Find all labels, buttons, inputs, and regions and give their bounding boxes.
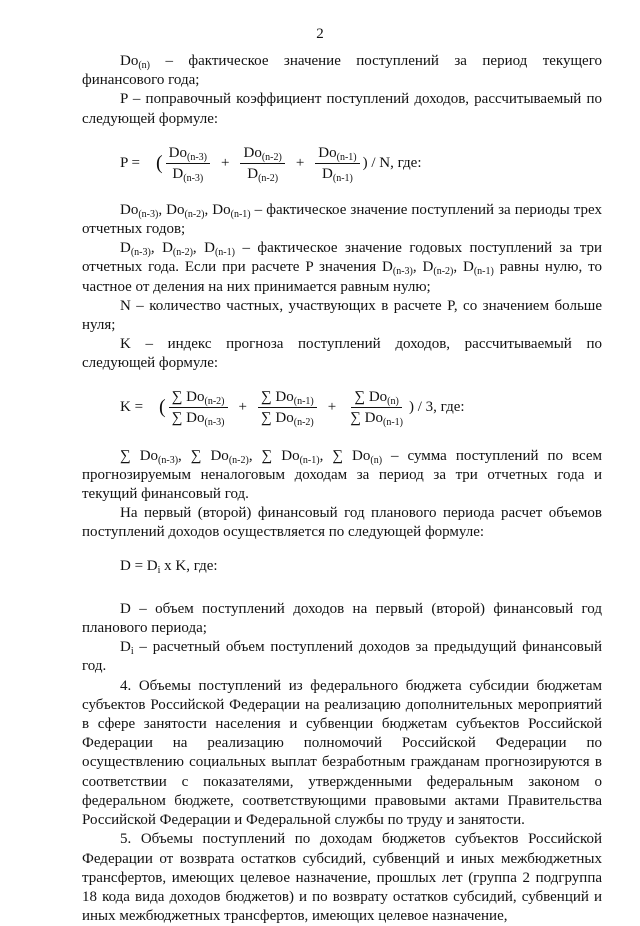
paragraph-item-4: 4. Объемы поступлений из федерального бюджета субсидии бюджетам субъектов Российской Федерации на реализацию дополнительных мероприятий в сфере занятости населения и субвенции бюджетам субъектов Российской Федерации на реализацию полномочий Российской Федерации по осуществлению социальных выплат безработным гражданам прогнозируются в соответствии с показателями, утвержденными федеральным законом о федеральном бюджете, соответствующими правовыми актами Правительства Российской Федерации и Федеральной службы по труду и занятости. [82,677,602,829]
fraction: $\frac{\sum Do_{(n)}}{\sum Do_{(n-1)}}$ [350,388,403,428]
document-body [82,52,602,926]
paragraph-k-definition: K – индекс прогноза поступлений доходов, рассчитываемый по следующей формуле: [82,336,602,372]
paragraph-item-5: 5. Объемы поступлений по доходам бюджетов субъектов Российской Федерации от возврата остатков субсидий, субвенций и иных межбюджетных трансфертов, имеющих целевое назначение, прошлых лет (группа 2 подгруппа 18 кода вида доходов бюджетов) и по возврату остатков субсидий, субвенций и иных межбюджетных трансфертов, имеющих целевое назначение, [82,831,602,925]
fraction: $\frac{Do_{(n-1)}}{D_{(n-1)}}$ [315,144,359,183]
paragraph-do-periods: $Do_{(n-3)}$, $Do_{(n-2)}$, $Do_{(n-1)}$ – фактическое значение поступлений за периоды трех отчетных годов; [82,201,602,238]
fraction: $\frac{\sum Do_{(n-2)}}{\sum Do_{(n-3)}}$ [169,388,228,427]
paragraph-sum-definition: ∑ $Do_{(n-3)}$, ∑ $Do_{(n-2)}$, ∑ $Do_{(n-1)}$, ∑ $Do_{(n)}$ – сумма поступлений по всем прогнозируемым неналоговым доходам за период за три отчетных года и текущий финансовый год. [82,447,603,503]
paragraph-d-periods: $D_{(n-3)}$, $D_{(n-2)}$, $D_{(n-1)}$ – фактическое значение годовых поступлений за три отчетных года. Если при расчете P значения $D_{(n-3)}$, $D_{(n-2)}$, $D_{(n-1)}$ равны нулю, то частное от деления на них принимается равным нулю; [82,240,602,295]
fraction: $\frac{Do_{(n-2)}}{D_{(n-2)}}$ [240,144,284,183]
fraction: $\frac{\sum Do_{(n-1)}}{\sum Do_{(n-2)}}$ [258,388,317,427]
formula-d: $D = D_i$ x K, где: [120,557,218,576]
fraction: $\frac{Do_{(n-3)}}{D_{(n-3)}}$ [166,144,210,183]
paragraph-n-definition: N – количество частных, участвующих в расчете P, со значением больше нуля; [82,297,602,334]
formula-k: K = ( $\frac{\sum Do_{(n-2)}}{\sum Do_{(n-3)}}$ + $\frac{\sum Do_{(n-1)}}{\sum Do_{(n-2)}}$ + $\frac{\sum Do_{(n)}}{\sum Do_{(n-1)}}$ ) / 3, где: [120,388,465,428]
paragraph-planning-period: На первый (второй) финансовый год планового периода расчет объемов поступлений доходов осуществляется по следующей формуле: [82,505,602,541]
paragraph-p-definition: P – поправочный коэффициент поступлений доходов, рассчитываемый по следующей формуле: [82,91,602,127]
paragraph-d-definition: D – объем поступлений доходов на первый (второй) финансовый год планового периода; [82,600,602,637]
paragraph-do-n: $Do_{(n)}$ – фактическое значение поступлений за период текущего финансового года; [82,53,602,89]
paragraph-di-definition: $D_i$ – расчетный объем поступлений доходов за предыдущий финансовый год. [82,639,602,675]
formula-p: P = ( $\frac{Do_{(n-3)}}{D_{(n-3)}}$ + $\frac{Do_{(n-2)}}{D_{(n-2)}}$ + $\frac{Do_{(n-1)}}{D_{(n-1)}}$ ) / N, где: [120,144,422,184]
page-number: 2 [316,26,324,42]
